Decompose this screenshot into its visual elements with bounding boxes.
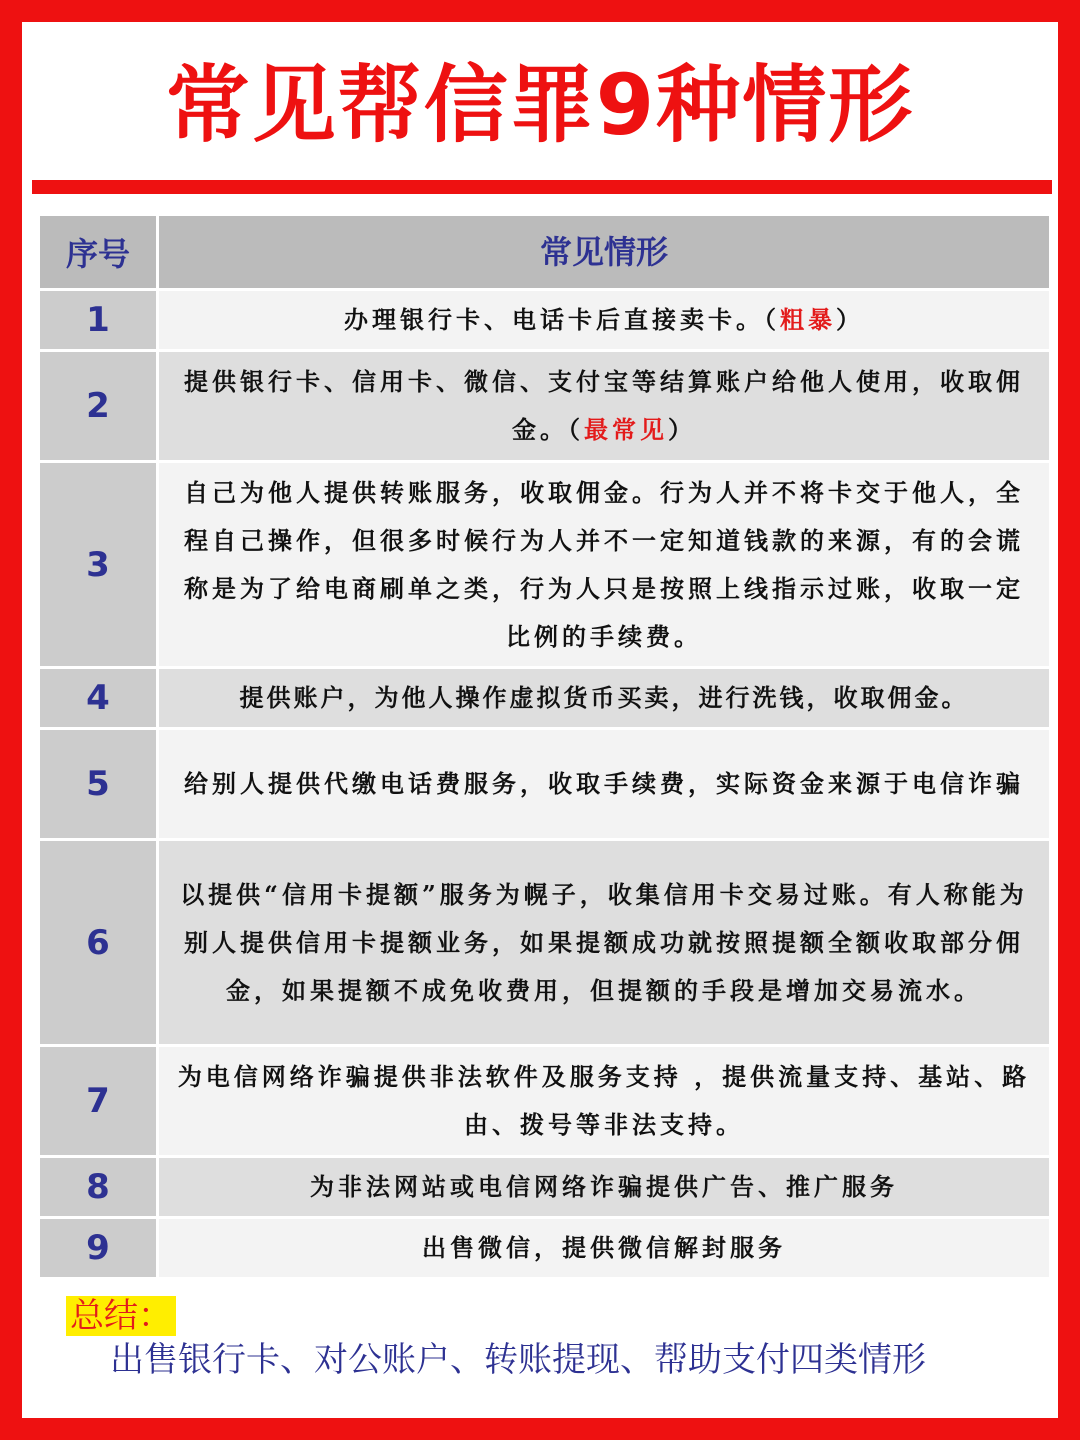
table-row <box>40 463 1049 666</box>
row-num: 5 <box>40 730 156 838</box>
page-title: 常见帮信罪9种情形 <box>165 56 915 154</box>
situations-table <box>40 216 1049 1280</box>
row-text <box>159 730 1049 838</box>
row-text <box>159 1047 1049 1155</box>
row-num: 6 <box>40 841 156 1044</box>
row-text-tail: ） <box>836 305 864 334</box>
row-num: 9 <box>40 1219 156 1277</box>
row-text <box>159 1158 1049 1216</box>
row-text-main: 自己为他人提供转账服务，收取佣金。行为人并不将卡交于他人，全程自己操作，但很多时候行为人并不一定知道钱款的来源，有的会谎称是为了给电商刷单之类，行为人只是按照上线指示过账，收取一定比例的手续费。 <box>184 477 1024 651</box>
row-num: 3 <box>40 463 156 666</box>
row-text <box>159 291 1049 349</box>
row-text <box>159 841 1049 1044</box>
row-text <box>159 352 1049 460</box>
row-text <box>159 669 1049 727</box>
row-text-highlight: 最常见 <box>584 415 668 444</box>
row-text <box>159 1219 1049 1277</box>
table-row <box>40 669 1049 727</box>
row-text-main: 出售微信，提供微信解封服务 <box>422 1233 786 1262</box>
row-text <box>159 463 1049 666</box>
row-num: 1 <box>40 291 156 349</box>
table-row <box>40 352 1049 460</box>
header-num: 序号 <box>40 216 156 288</box>
table-row <box>40 730 1049 838</box>
row-text-main: 提供账户，为他人操作虚拟货币买卖，进行洗钱，收取佣金。 <box>239 683 969 712</box>
row-text-main: 为非法网站或电信网络诈骗提供广告、推广服务 <box>310 1172 898 1201</box>
table-row <box>40 1158 1049 1216</box>
row-text-main: 给别人提供代缴电话费服务，收取手续费，实际资金来源于电信诈骗 <box>184 769 1024 798</box>
table-row <box>40 841 1049 1044</box>
summary-label: 总结： <box>66 1296 176 1336</box>
row-num: 8 <box>40 1158 156 1216</box>
row-text-main: 提供银行卡、信用卡、微信、支付宝等结算账户给他人使用，收取佣金。（ <box>184 367 1024 444</box>
row-num: 4 <box>40 669 156 727</box>
row-num: 2 <box>40 352 156 460</box>
row-num: 7 <box>40 1047 156 1155</box>
row-text-highlight: 粗暴 <box>780 305 836 334</box>
table-row <box>40 291 1049 349</box>
row-text-main: 为电信网络诈骗提供非法软件及服务支持 ，提供流量支持、基站、路由、拨号等非法支持。 <box>177 1062 1031 1139</box>
header-desc: 常见情形 <box>159 216 1049 288</box>
table-row <box>40 1047 1049 1155</box>
table-header-row <box>40 216 1049 288</box>
row-text-tail: ） <box>668 415 696 444</box>
row-text-main: 办理银行卡、电话卡后直接卖卡。（ <box>344 305 780 334</box>
table-row <box>40 1219 1049 1277</box>
title-divider <box>32 180 1052 194</box>
summary-text: 出售银行卡、对公账户、转账提现、帮助支付四类情形 <box>110 1340 926 1380</box>
row-text-main: 以提供“信用卡提额”服务为幌子，收集信用卡交易过账。有人称能为别人提供信用卡提额业务，如果提额成功就按照提额全额收取部分佣金，如果提额不成免收费用，但提额的手段是增加交易流水。 <box>180 879 1028 1005</box>
